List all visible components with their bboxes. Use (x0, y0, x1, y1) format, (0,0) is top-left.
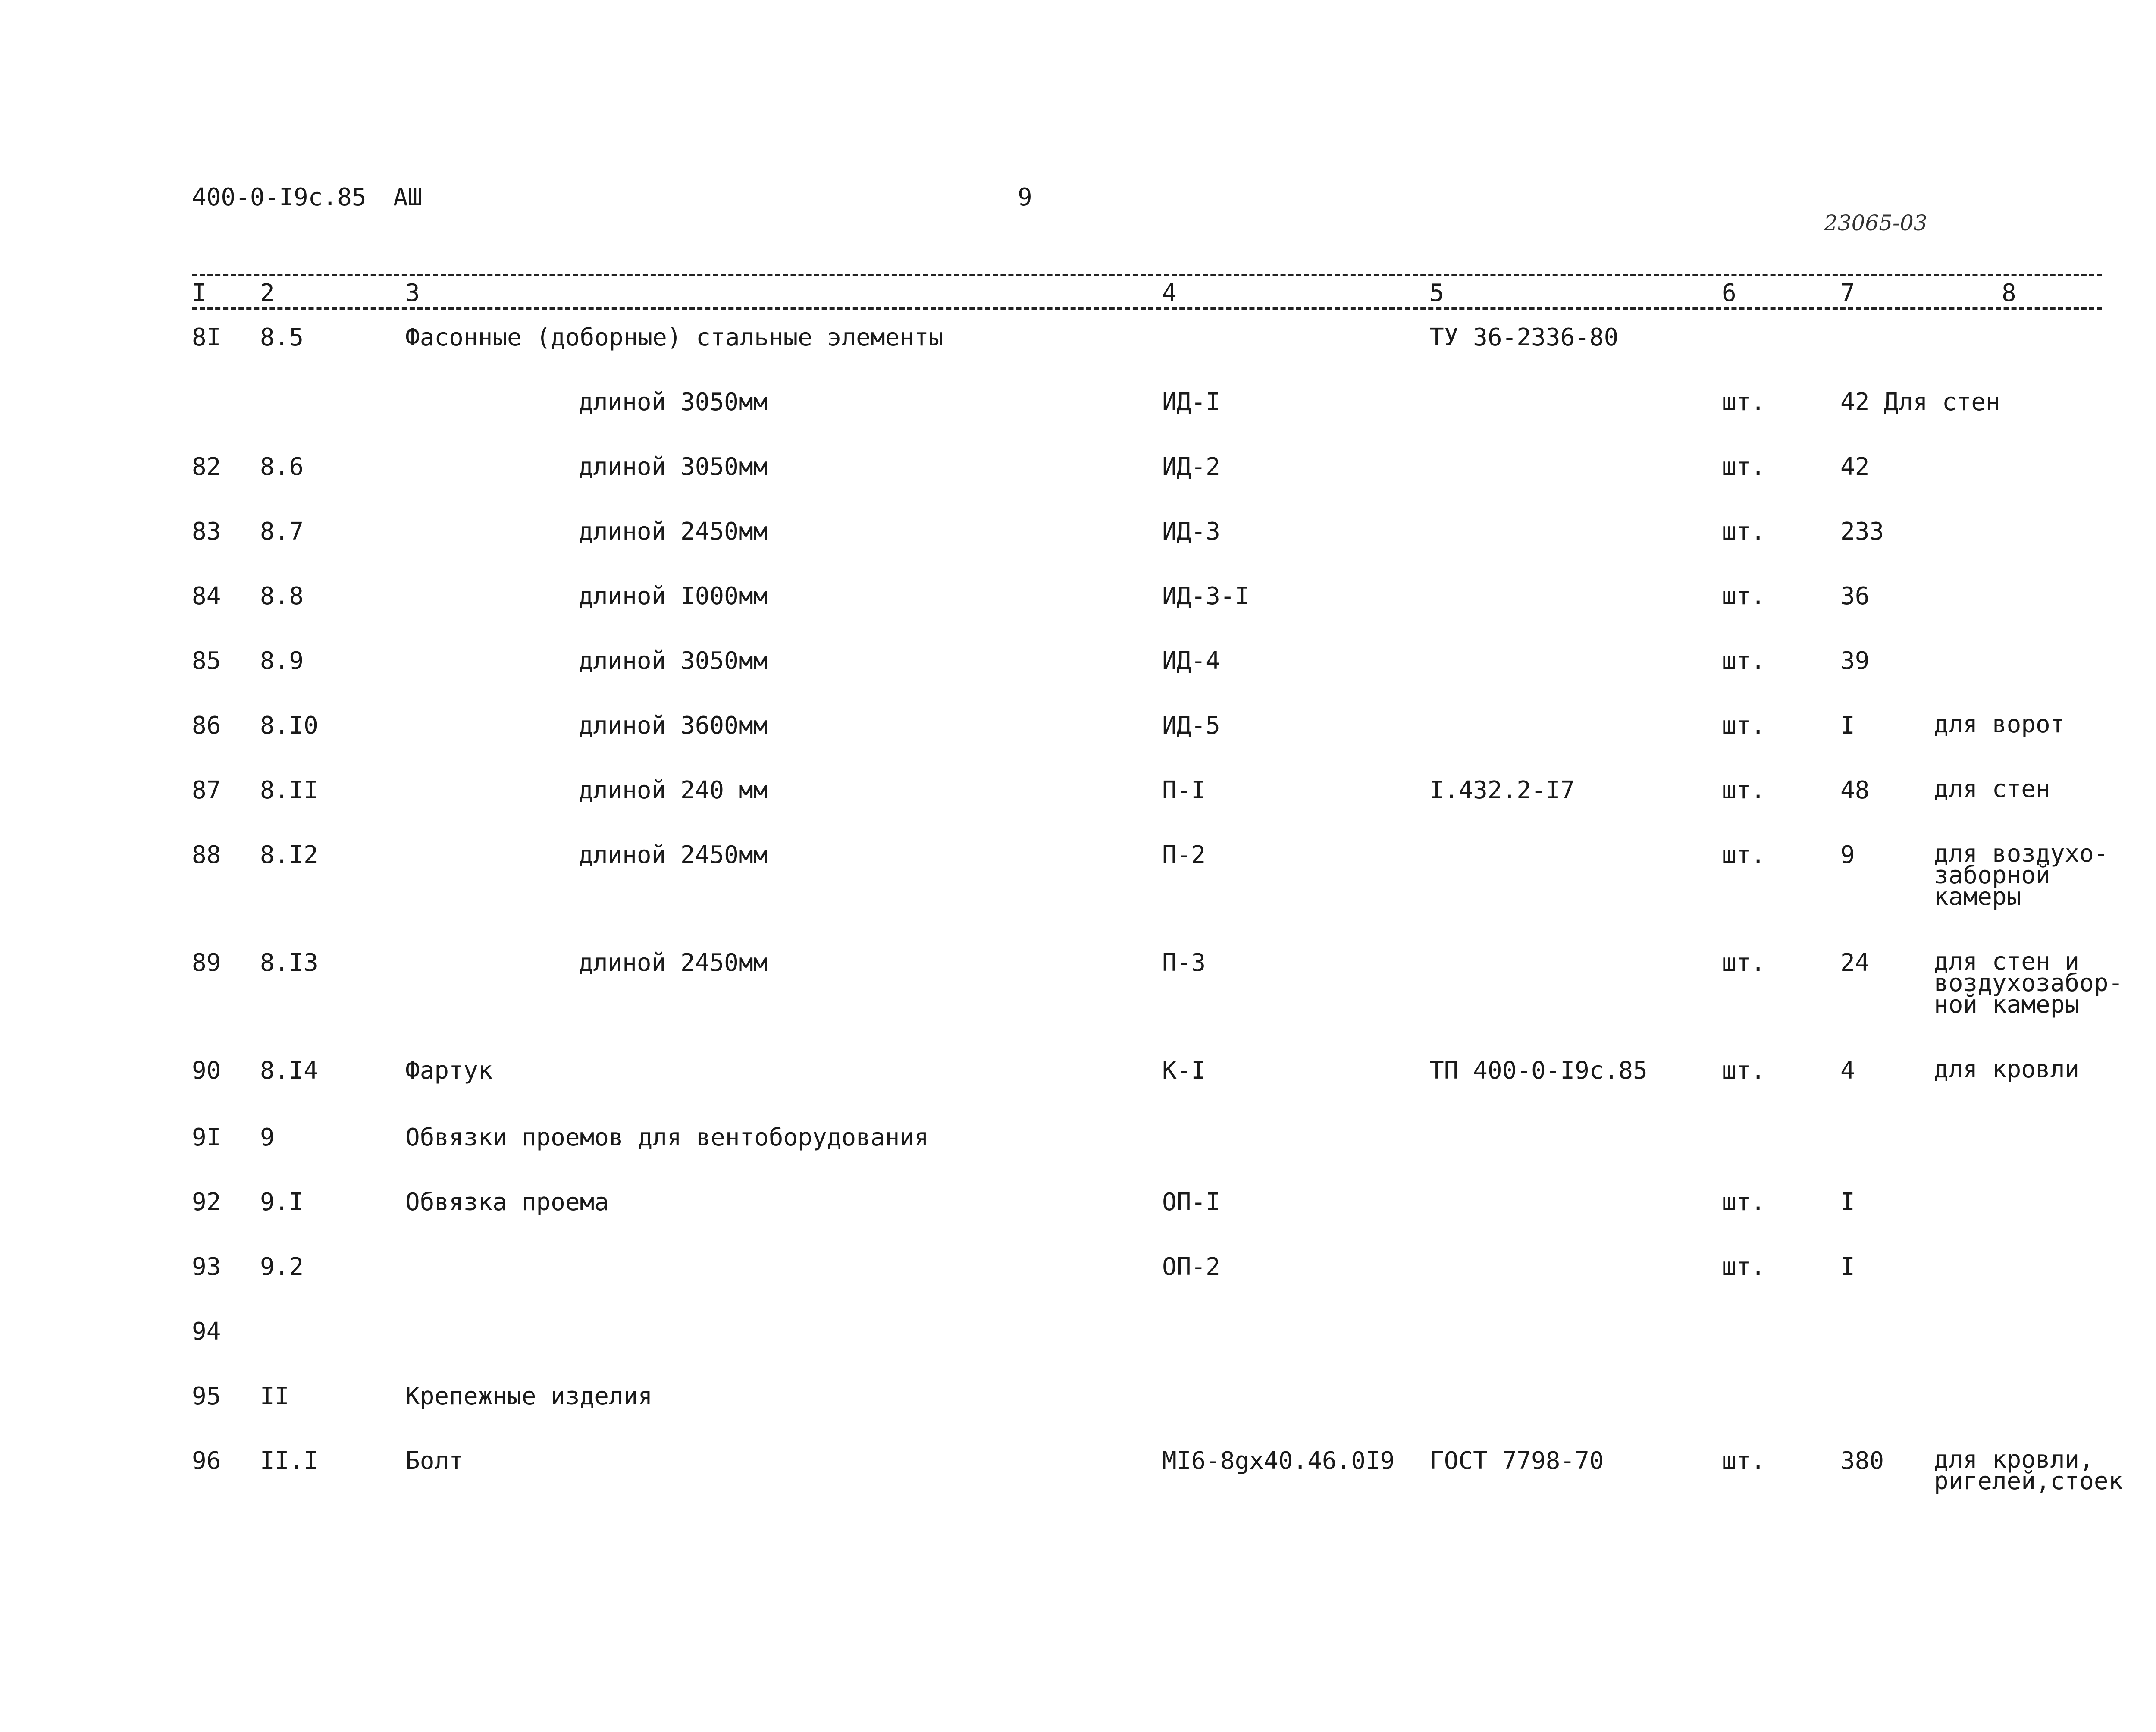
quantity-cell: I (1840, 1253, 1855, 1281)
name-cell: длиной 3600мм (579, 712, 768, 740)
unit-cell: шт. (1722, 712, 1766, 740)
page-number: 9 (1018, 183, 1032, 211)
note-cell: для стен (1934, 775, 2050, 803)
unit-cell: шт. (1722, 1253, 1766, 1281)
quantity-cell: 42 Для стен (1840, 388, 2000, 416)
name-cell: длиной 240 мм (579, 776, 768, 804)
name-cell: длиной 2450мм (579, 949, 768, 977)
position-cell: 9.I (260, 1188, 304, 1216)
position-cell: 8.II (260, 776, 318, 804)
row-number-cell: 90 (192, 1057, 221, 1085)
quantity-cell: 39 (1840, 647, 1870, 675)
quantity-cell: 9 (1840, 841, 1855, 869)
document-code: 400-0-I9c.85 (192, 183, 367, 211)
name-cell: Болт (405, 1447, 464, 1475)
mark-cell: ИД-3-I (1162, 582, 1250, 610)
note-cell: для кровли (1934, 1055, 2080, 1083)
note-cell: ригелей,стоек (1934, 1467, 2123, 1495)
unit-cell: шт. (1722, 949, 1766, 977)
position-cell: 8.I3 (260, 949, 318, 977)
document-cell: ТУ 36-2336-80 (1429, 323, 1619, 351)
mark-cell: ИД-5 (1162, 712, 1220, 740)
mark-cell: ИД-3 (1162, 518, 1220, 546)
name-cell: длиной 2450мм (579, 841, 768, 869)
unit-cell: шт. (1722, 1057, 1766, 1085)
name-cell: Крепежные изделия (405, 1382, 653, 1410)
note-cell: для кровли, (1934, 1446, 2094, 1474)
handwritten-stamp: 23065-03 (1824, 210, 1927, 235)
note-cell: для ворот (1934, 710, 2065, 738)
position-cell: 9.2 (260, 1253, 304, 1281)
name-cell: Обвязка проема (405, 1188, 609, 1216)
position-cell: 8.I4 (260, 1057, 318, 1085)
row-number-cell: 95 (192, 1382, 221, 1410)
mark-cell: П-3 (1162, 949, 1206, 977)
mark-cell: П-I (1162, 776, 1206, 804)
quantity-cell: 48 (1840, 776, 1870, 804)
name-cell: Фасонные (доборные) стальные элементы (405, 323, 943, 351)
row-number-cell: 85 (192, 647, 221, 675)
name-cell: длиной 3050мм (579, 453, 768, 481)
position-cell: II.I (260, 1447, 318, 1475)
name-cell: длиной I000мм (579, 582, 768, 610)
unit-cell: шт. (1722, 1188, 1766, 1216)
position-cell: 8.9 (260, 647, 304, 675)
unit-cell: шт. (1722, 388, 1766, 416)
unit-cell: шт. (1722, 647, 1766, 675)
document-cell: I.432.2-I7 (1429, 776, 1575, 804)
row-number-cell: 94 (192, 1318, 221, 1346)
column-number-7: 7 (1840, 279, 1855, 307)
position-cell: 8.I2 (260, 841, 318, 869)
row-number-cell: 92 (192, 1188, 221, 1216)
mark-cell: ИД-2 (1162, 453, 1220, 481)
note-cell: воздухозабор- (1934, 969, 2123, 997)
name-cell: длиной 3050мм (579, 388, 768, 416)
unit-cell: шт. (1722, 582, 1766, 610)
quantity-cell: I (1840, 1188, 1855, 1216)
mark-cell: П-2 (1162, 841, 1206, 869)
position-cell: 8.I0 (260, 712, 318, 740)
row-number-cell: 9I (192, 1123, 221, 1152)
quantity-cell: 380 (1840, 1447, 1884, 1475)
column-number-1: I (192, 279, 207, 307)
row-number-cell: 8I (192, 323, 221, 351)
note-cell: для воздухо- (1934, 840, 2109, 868)
row-number-cell: 86 (192, 712, 221, 740)
unit-cell: шт. (1722, 1447, 1766, 1475)
quantity-cell: 4 (1840, 1057, 1855, 1085)
name-cell: длиной 3050мм (579, 647, 768, 675)
mark-cell: ОП-2 (1162, 1253, 1220, 1281)
note-cell: камеры (1934, 883, 2021, 911)
mark-cell: MI6-8gx40.46.0I9 (1162, 1447, 1395, 1475)
document-cell: ТП 400-0-I9c.85 (1429, 1057, 1648, 1085)
position-cell: 8.8 (260, 582, 304, 610)
document-cell: ГОСТ 7798-70 (1429, 1447, 1604, 1475)
position-cell: 9 (260, 1123, 275, 1152)
note-cell: ной камеры (1934, 991, 2080, 1019)
column-number-2: 2 (260, 279, 275, 307)
name-cell: Обвязки проемов для вентоборудования (405, 1123, 929, 1152)
row-number-cell: 96 (192, 1447, 221, 1475)
row-number-cell: 93 (192, 1253, 221, 1281)
column-number-8: 8 (2002, 279, 2016, 307)
unit-cell: шт. (1722, 518, 1766, 546)
column-number-5: 5 (1429, 279, 1444, 307)
quantity-cell: 233 (1840, 518, 1884, 546)
column-number-3: 3 (405, 279, 420, 307)
position-cell: 8.6 (260, 453, 304, 481)
unit-cell: шт. (1722, 453, 1766, 481)
column-number-6: 6 (1722, 279, 1736, 307)
quantity-cell: 36 (1840, 582, 1870, 610)
row-number-cell: 89 (192, 949, 221, 977)
position-cell: 8.7 (260, 518, 304, 546)
note-cell: для стен и (1934, 948, 2080, 976)
unit-cell: шт. (1722, 776, 1766, 804)
name-cell: длиной 2450мм (579, 518, 768, 546)
mark-cell: К-I (1162, 1057, 1206, 1085)
mark-cell: ОП-I (1162, 1188, 1220, 1216)
unit-cell: шт. (1722, 841, 1766, 869)
quantity-cell: 42 (1840, 453, 1870, 481)
note-cell: заборной (1934, 861, 2050, 889)
position-cell: 8.5 (260, 323, 304, 351)
mark-cell: ИД-4 (1162, 647, 1220, 675)
quantity-cell: 24 (1840, 949, 1870, 977)
column-number-4: 4 (1162, 279, 1177, 307)
name-cell: Фартук (405, 1057, 493, 1085)
row-number-cell: 84 (192, 582, 221, 610)
sheet-code: АШ (393, 183, 423, 211)
row-number-cell: 82 (192, 453, 221, 481)
mark-cell: ИД-I (1162, 388, 1220, 416)
row-number-cell: 88 (192, 841, 221, 869)
row-number-cell: 83 (192, 518, 221, 546)
row-number-cell: 87 (192, 776, 221, 804)
quantity-cell: I (1840, 712, 1855, 740)
position-cell: II (260, 1382, 289, 1410)
